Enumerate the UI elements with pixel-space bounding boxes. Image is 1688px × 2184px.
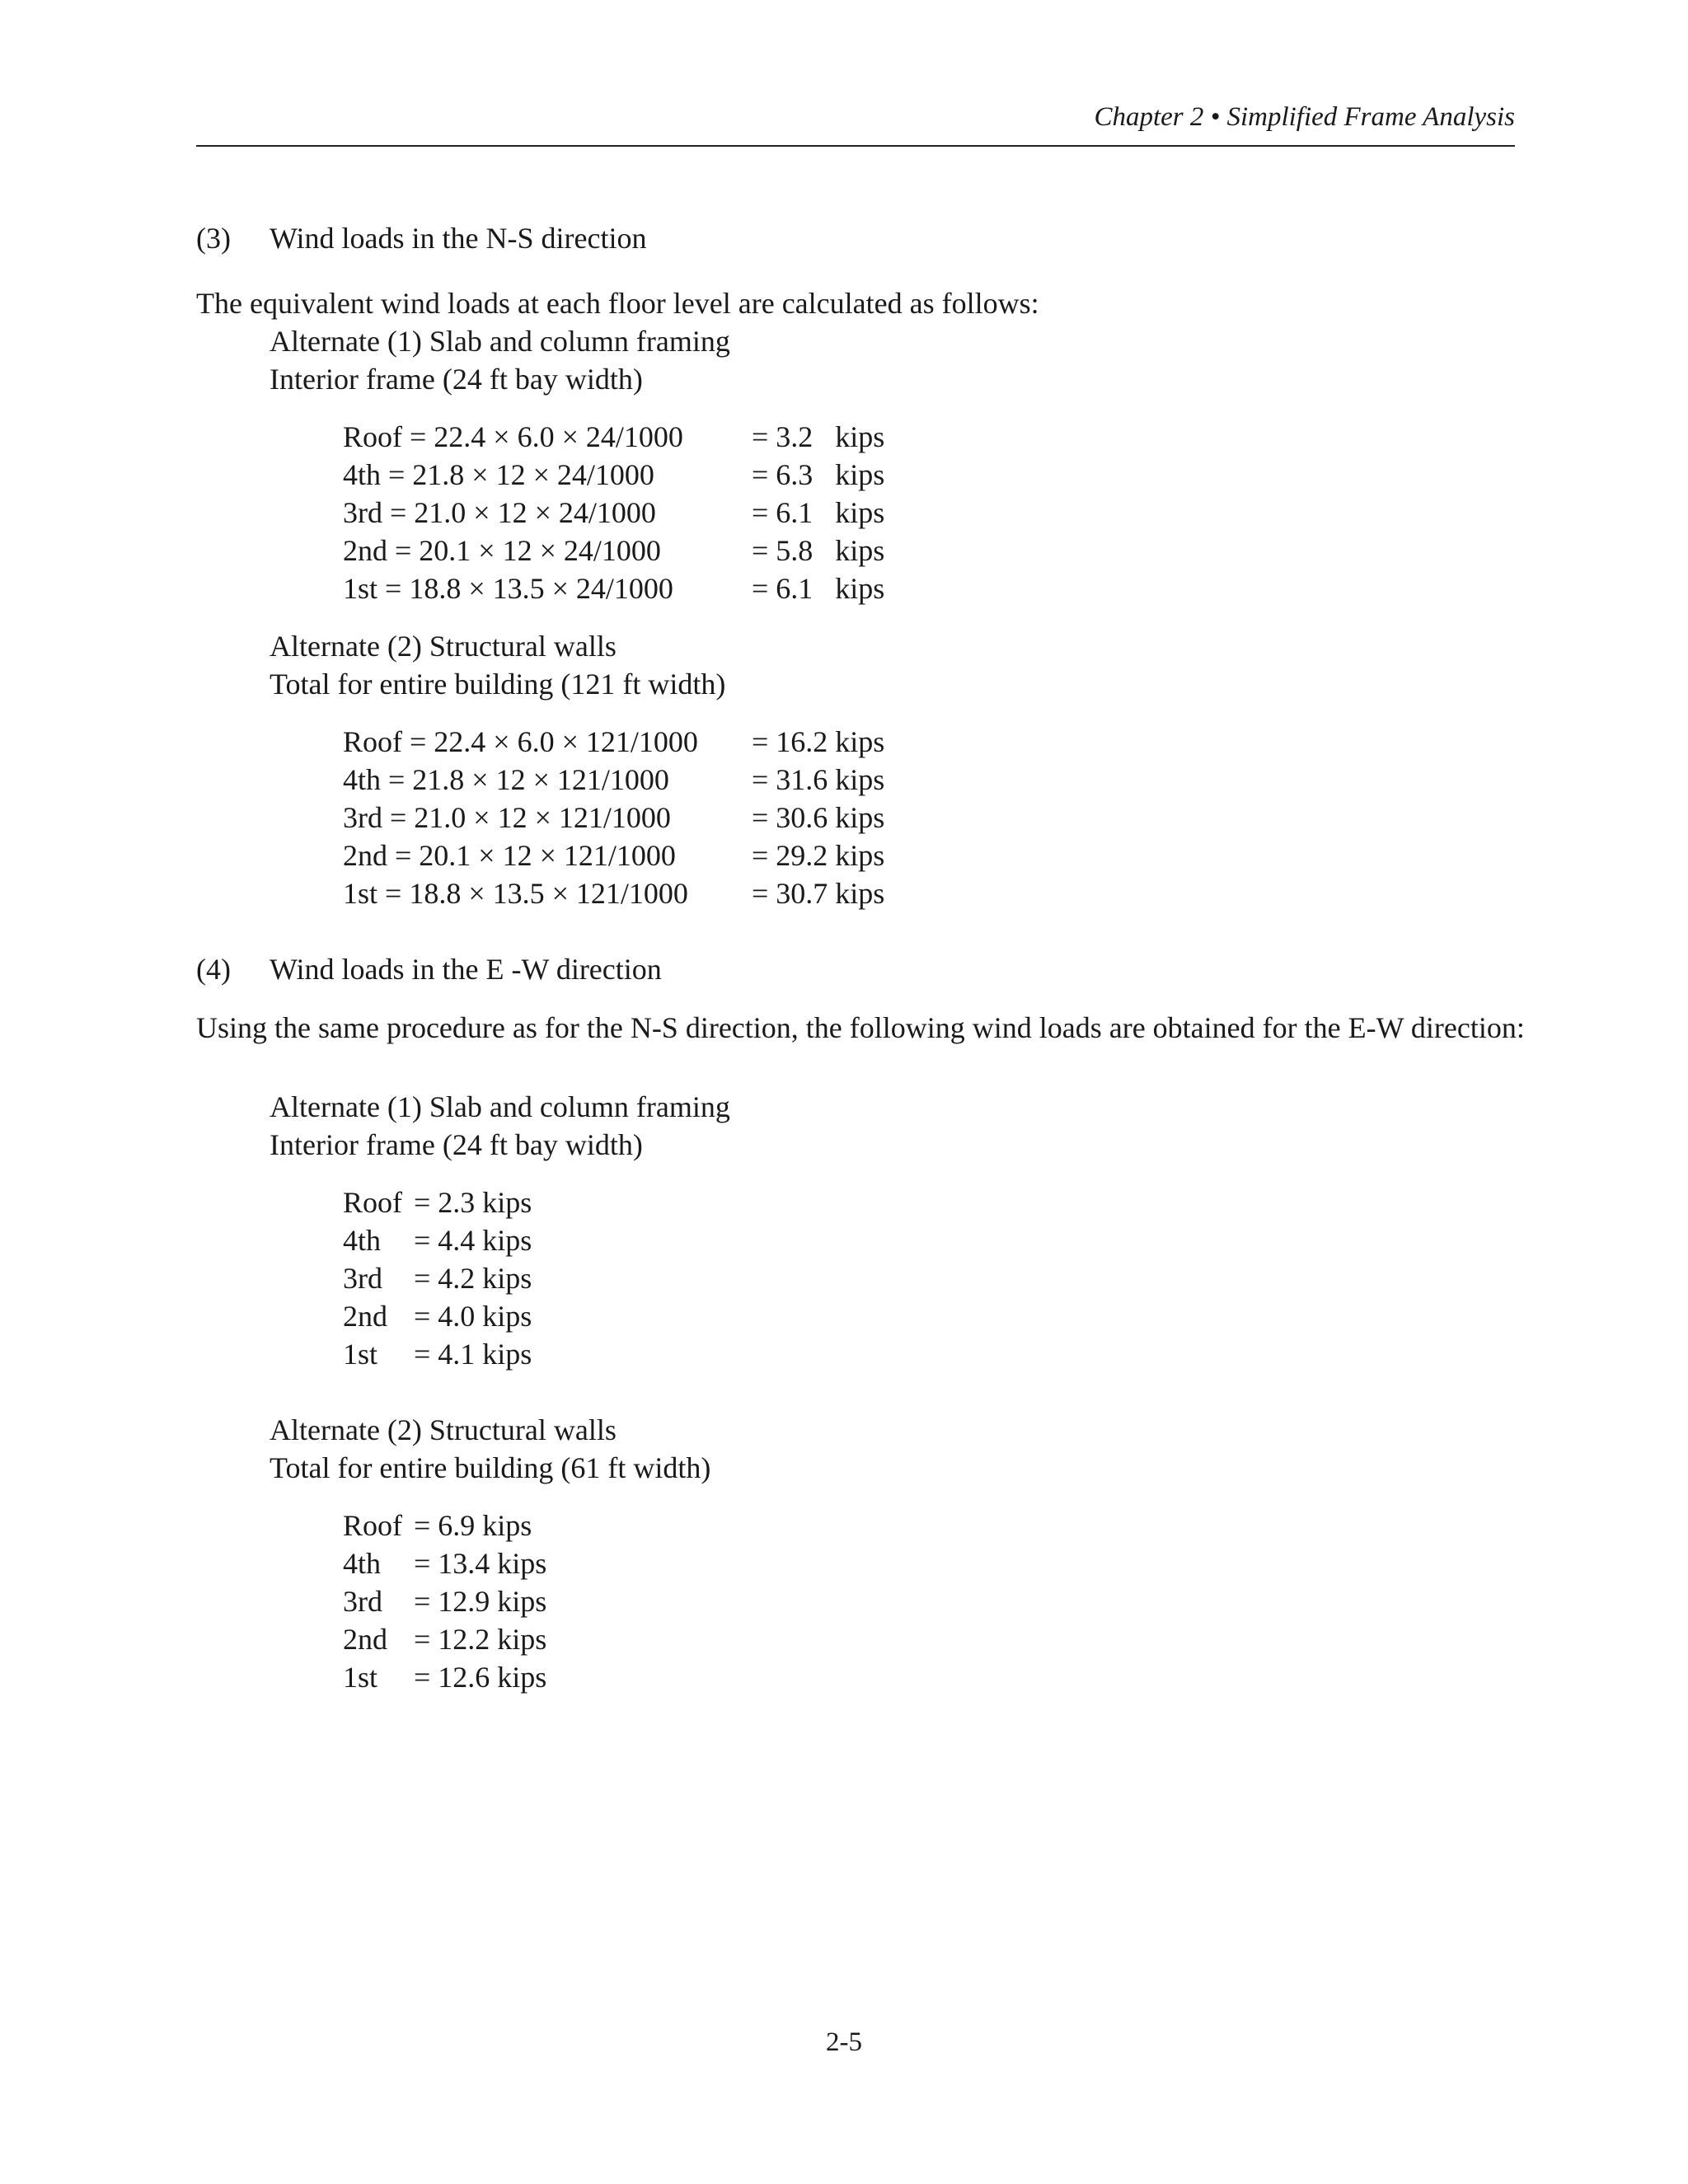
equation-expression: 4th = 21.8 × 12 × 24/1000 [343,458,654,491]
equation-result: = 29.2 kips [752,839,885,872]
equation-result: = 6.1 kips [752,496,885,529]
alternate-title: Alternate (2) Structural walls [270,1413,617,1446]
floor-level: 1st [343,1661,378,1694]
floor-load: = 4.4 kips [414,1224,532,1257]
equation-result: = 31.6 kips [752,763,885,796]
floor-level: Roof [343,1509,402,1542]
floor-level: 4th [343,1224,382,1257]
floor-level: 3rd [343,1262,382,1295]
header-rule [196,145,1515,147]
floor-load: = 12.9 kips [414,1585,547,1618]
running-header: Chapter 2 • Simplified Frame Analysis [1094,102,1515,132]
floor-load: = 6.9 kips [414,1509,532,1542]
floor-level: Roof [343,1186,402,1219]
equation-expression: 2nd = 20.1 × 12 × 24/1000 [343,534,661,567]
alternate-subtitle: Interior frame (24 ft bay width) [270,363,643,396]
floor-load: = 12.6 kips [414,1661,547,1694]
floor-load: = 12.2 kips [414,1623,547,1656]
equation-expression: Roof = 22.4 × 6.0 × 121/1000 [343,725,698,758]
equation-result: = 5.8 kips [752,534,885,567]
section-title: Wind loads in the E -W direction [270,953,662,986]
equation-result: = 30.6 kips [752,801,885,834]
floor-load: = 4.0 kips [414,1300,532,1333]
equation-result: = 30.7 kips [752,877,885,910]
alternate-subtitle: Total for entire building (61 ft width) [270,1451,711,1484]
equation-expression: 1st = 18.8 × 13.5 × 121/1000 [343,877,688,910]
floor-level: 3rd [343,1585,382,1618]
floor-level: 4th [343,1547,382,1580]
equation-expression: 3rd = 21.0 × 12 × 121/1000 [343,801,671,834]
equation-result: = 6.1 kips [752,572,885,605]
equation-expression: 1st = 18.8 × 13.5 × 24/1000 [343,572,673,605]
alternate-subtitle: Interior frame (24 ft bay width) [270,1128,643,1161]
section-title: Wind loads in the N-S direction [270,222,647,255]
floor-load: = 4.1 kips [414,1338,532,1371]
page-number: 2-5 [826,2027,862,2057]
equation-expression: 2nd = 20.1 × 12 × 121/1000 [343,839,676,872]
floor-level: 2nd [343,1300,387,1333]
section-intro: The equivalent wind loads at each floor level are calculated as follows: [196,287,1039,320]
alternate-title: Alternate (1) Slab and column framing [270,1090,730,1123]
floor-load: = 4.2 kips [414,1262,532,1295]
floor-load: = 13.4 kips [414,1547,547,1580]
equation-result: = 3.2 kips [752,420,885,453]
equation-result: = 16.2 kips [752,725,885,758]
equation-result: = 6.3 kips [752,458,885,491]
alternate-title: Alternate (1) Slab and column framing [270,325,730,358]
alternate-title: Alternate (2) Structural walls [270,630,617,663]
equation-expression: Roof = 22.4 × 6.0 × 24/1000 [343,420,683,453]
floor-level: 1st [343,1338,378,1371]
section-number: (4) [196,953,231,986]
alternate-subtitle: Total for entire building (121 ft width) [270,668,726,701]
floor-level: 2nd [343,1623,387,1656]
equation-expression: 4th = 21.8 × 12 × 121/1000 [343,763,669,796]
section-number: (3) [196,222,231,255]
section-intro: Using the same procedure as for the N-S direction, the following wind loads are obtained for the E-W direction: [196,1011,1525,1044]
equation-expression: 3rd = 21.0 × 12 × 24/1000 [343,496,656,529]
floor-load: = 2.3 kips [414,1186,532,1219]
